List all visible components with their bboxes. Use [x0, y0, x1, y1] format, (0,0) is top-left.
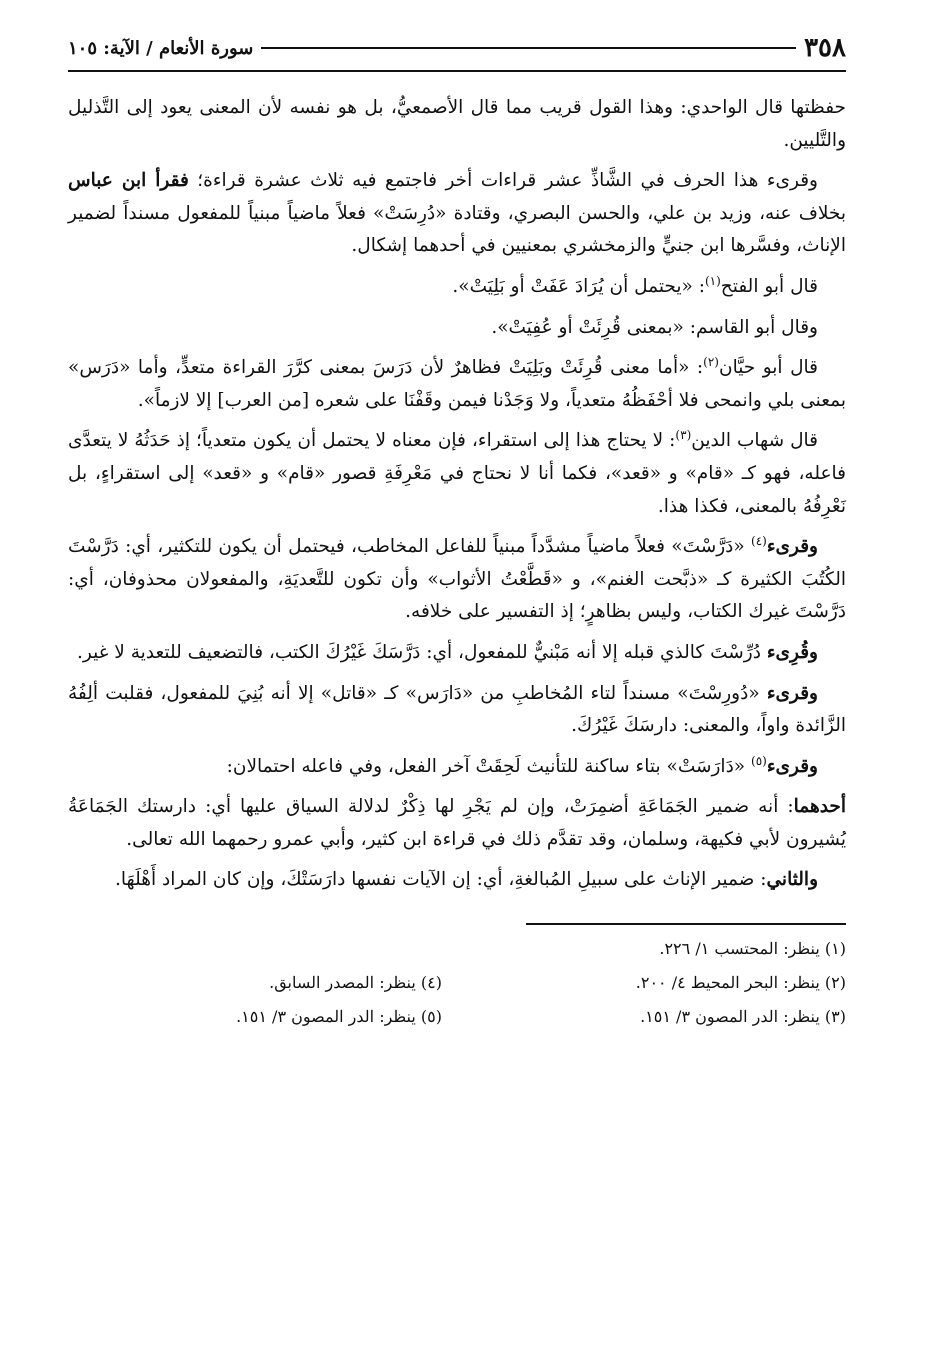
footnote-ref[interactable]: (٣): [675, 428, 692, 443]
footnote-5: (٥) ينظر: الدر المصون ٣/ ١٥١.: [236, 1006, 442, 1026]
paragraph-8: وقُرِىء دُرِّسْتَ كالذي قبله إلا أنه مَبْنيٌّ للمفعول، أي: دَرَّسَكَ غَيْرُكَ الكتب، فالتضعيف للتعدية لا غير.: [77, 641, 818, 663]
footnote-ref[interactable]: (٢): [703, 355, 719, 369]
page-header: [68, 28, 846, 72]
paragraph-2: وقرىء هذا الحرف في الشَّاذِّ عشر قراءات أخر فاجتمع فيه ثلاث عشرة قراءة؛ فقرأ ابن عباس بخلاف عنه، وزيد بن علي، والحسن البصري، وقتادة «دُرِسَتْ» فعلاً ماضياً مبنياً للمفعول مسنداً لضمير الإناث، وفسَّرها ابن جنيٍّ والزمخشري بمعنيين في أحدهما إشكال.: [68, 170, 846, 257]
paragraph-10: وقرىء$^{(٥)}$ «دَارَسَتْ» بتاء ساكنة للتأنيث لَحِقَتْ آخر الفعل، وفي فاعله احتمالان:: [226, 753, 818, 777]
paragraph-7: وقرىء$^{(٤)}$ «دَرَّسْتَ» فعلاً ماضياً مشدَّداً مبنياً للفاعل المخاطب، فيحتمل أن يكون للتكثير، أي: دَرَّسْتَ الكُتُبَ الكثيرة كـ «ذبَّحت الغنم»، و «قَطَّعْتُ الأثواب» وأن تكون للتَّعديَةِ، والمفعولان محذوفان، أي: دَرَّسْتَ غيرك الكتاب، وليس بظاهرٍ؛ إذ التفسير على خلافه.: [68, 533, 846, 623]
paragraph-11: أحدهما: أنه ضمير الجَمَاعَةِ أضمِرَتْ، وإن لم يَجْرِ لها ذِكْرٌ لدلالة السياق عليها أي: دارستك الجَمَاعَةُ يُشيرون لأبي فكيهة، وسلمان، وقد تقدَّم ذلك في قراءة ابن كثير، وأبي عمرو رحمهما الله تعالى.: [68, 796, 846, 850]
footnote-4: (٤) ينظر: المصدر السابق.: [269, 972, 442, 992]
footnote-1: (١) ينظر: المحتسب ١/ ٢٢٦.: [659, 938, 846, 958]
footnote-separator: [526, 923, 846, 925]
page-number: ٣٥٨: [804, 33, 846, 63]
page-body: [68, 92, 846, 897]
paragraph-1: حفظتها قال الواحدي: وهذا القول قريب مما قال الأصمعيُّ، بل هو نفسه لأن المعنى يعود إلى التَّذليل والتَّليين.: [68, 97, 846, 151]
footnote-ref[interactable]: (٥): [751, 753, 767, 768]
paragraph-9: وقرىء «دُورِسْتَ» مسنداً لتاء المُخاطبِ من «دَارَس» كـ «قاتل» إلا أنه بُنِيَ للمفعول، فقلبت ألِفُهُ الزَّائدة واواً، والمعنى: دارسَكَ غَيْرُكَ.: [68, 682, 846, 737]
footnotes: [68, 937, 846, 1029]
bold-phrase: فقرأ ابن عباس: [68, 170, 189, 192]
footnote-ref[interactable]: (٤): [751, 533, 767, 548]
footnote-3: (٣) ينظر: الدر المصون ٣/ ١٥١.: [640, 1006, 846, 1026]
surah-title: سورة الأنعام / الآية: ١٠٥: [68, 37, 254, 59]
paragraph-4: وقال أبو القاسم: «بمعنى قُرِئَتْ أو عُفِيَتْ».: [491, 316, 818, 338]
paragraph-3: قال أبو الفتح$^{(١)}$: «يحتمل أن يُرَادَ عَفَتْ أو بَلِيَتْ».: [452, 273, 818, 297]
footnote-ref[interactable]: (١): [704, 273, 721, 288]
footnote-2: (٢) ينظر: البحر المحيط ٤/ ٢٠٠.: [635, 972, 846, 992]
header-rule: [261, 47, 796, 49]
paragraph-12: والثاني: ضمير الإناث على سبيلِ المُبالغةِ، أي: إن الآيات نفسها دارَسَتْكَ، وإن كان المراد أَهْلَهَا.: [115, 869, 818, 891]
paragraph-6: قال شهاب الدين$^{(٣)}$: لا يحتاج هذا إلى استقراء، فإن معناه لا يحتمل أن يكون متعدياً؛ إذ حَدَثُهُ لا يتعدَّى فاعله، فهو كـ «قام» و «قعد»، فكما أنا لا نحتاج في مَعْرِفَةِ قصور «قام» و «قعد» إلى استقراءٍ، بل نَعْرِفُهُ بالمعنى، فكذا هذا.: [68, 428, 846, 517]
paragraph-5: قال أبو حيَّان$^{(٢)}$: «أما معنى قُرِئَتْ وبَلِيَتْ فظاهرٌ لأن دَرَسَ بمعنى كرَّرَ القراءة متعدٍّ، وأما «دَرَس» بمعنى بلي وانمحى فلا أحْفَظُهُ متعدياً، ولا وَجَدْنا فيمن وقَفْنَا على شعره [من العرب] إلا لازماً».: [68, 355, 846, 411]
